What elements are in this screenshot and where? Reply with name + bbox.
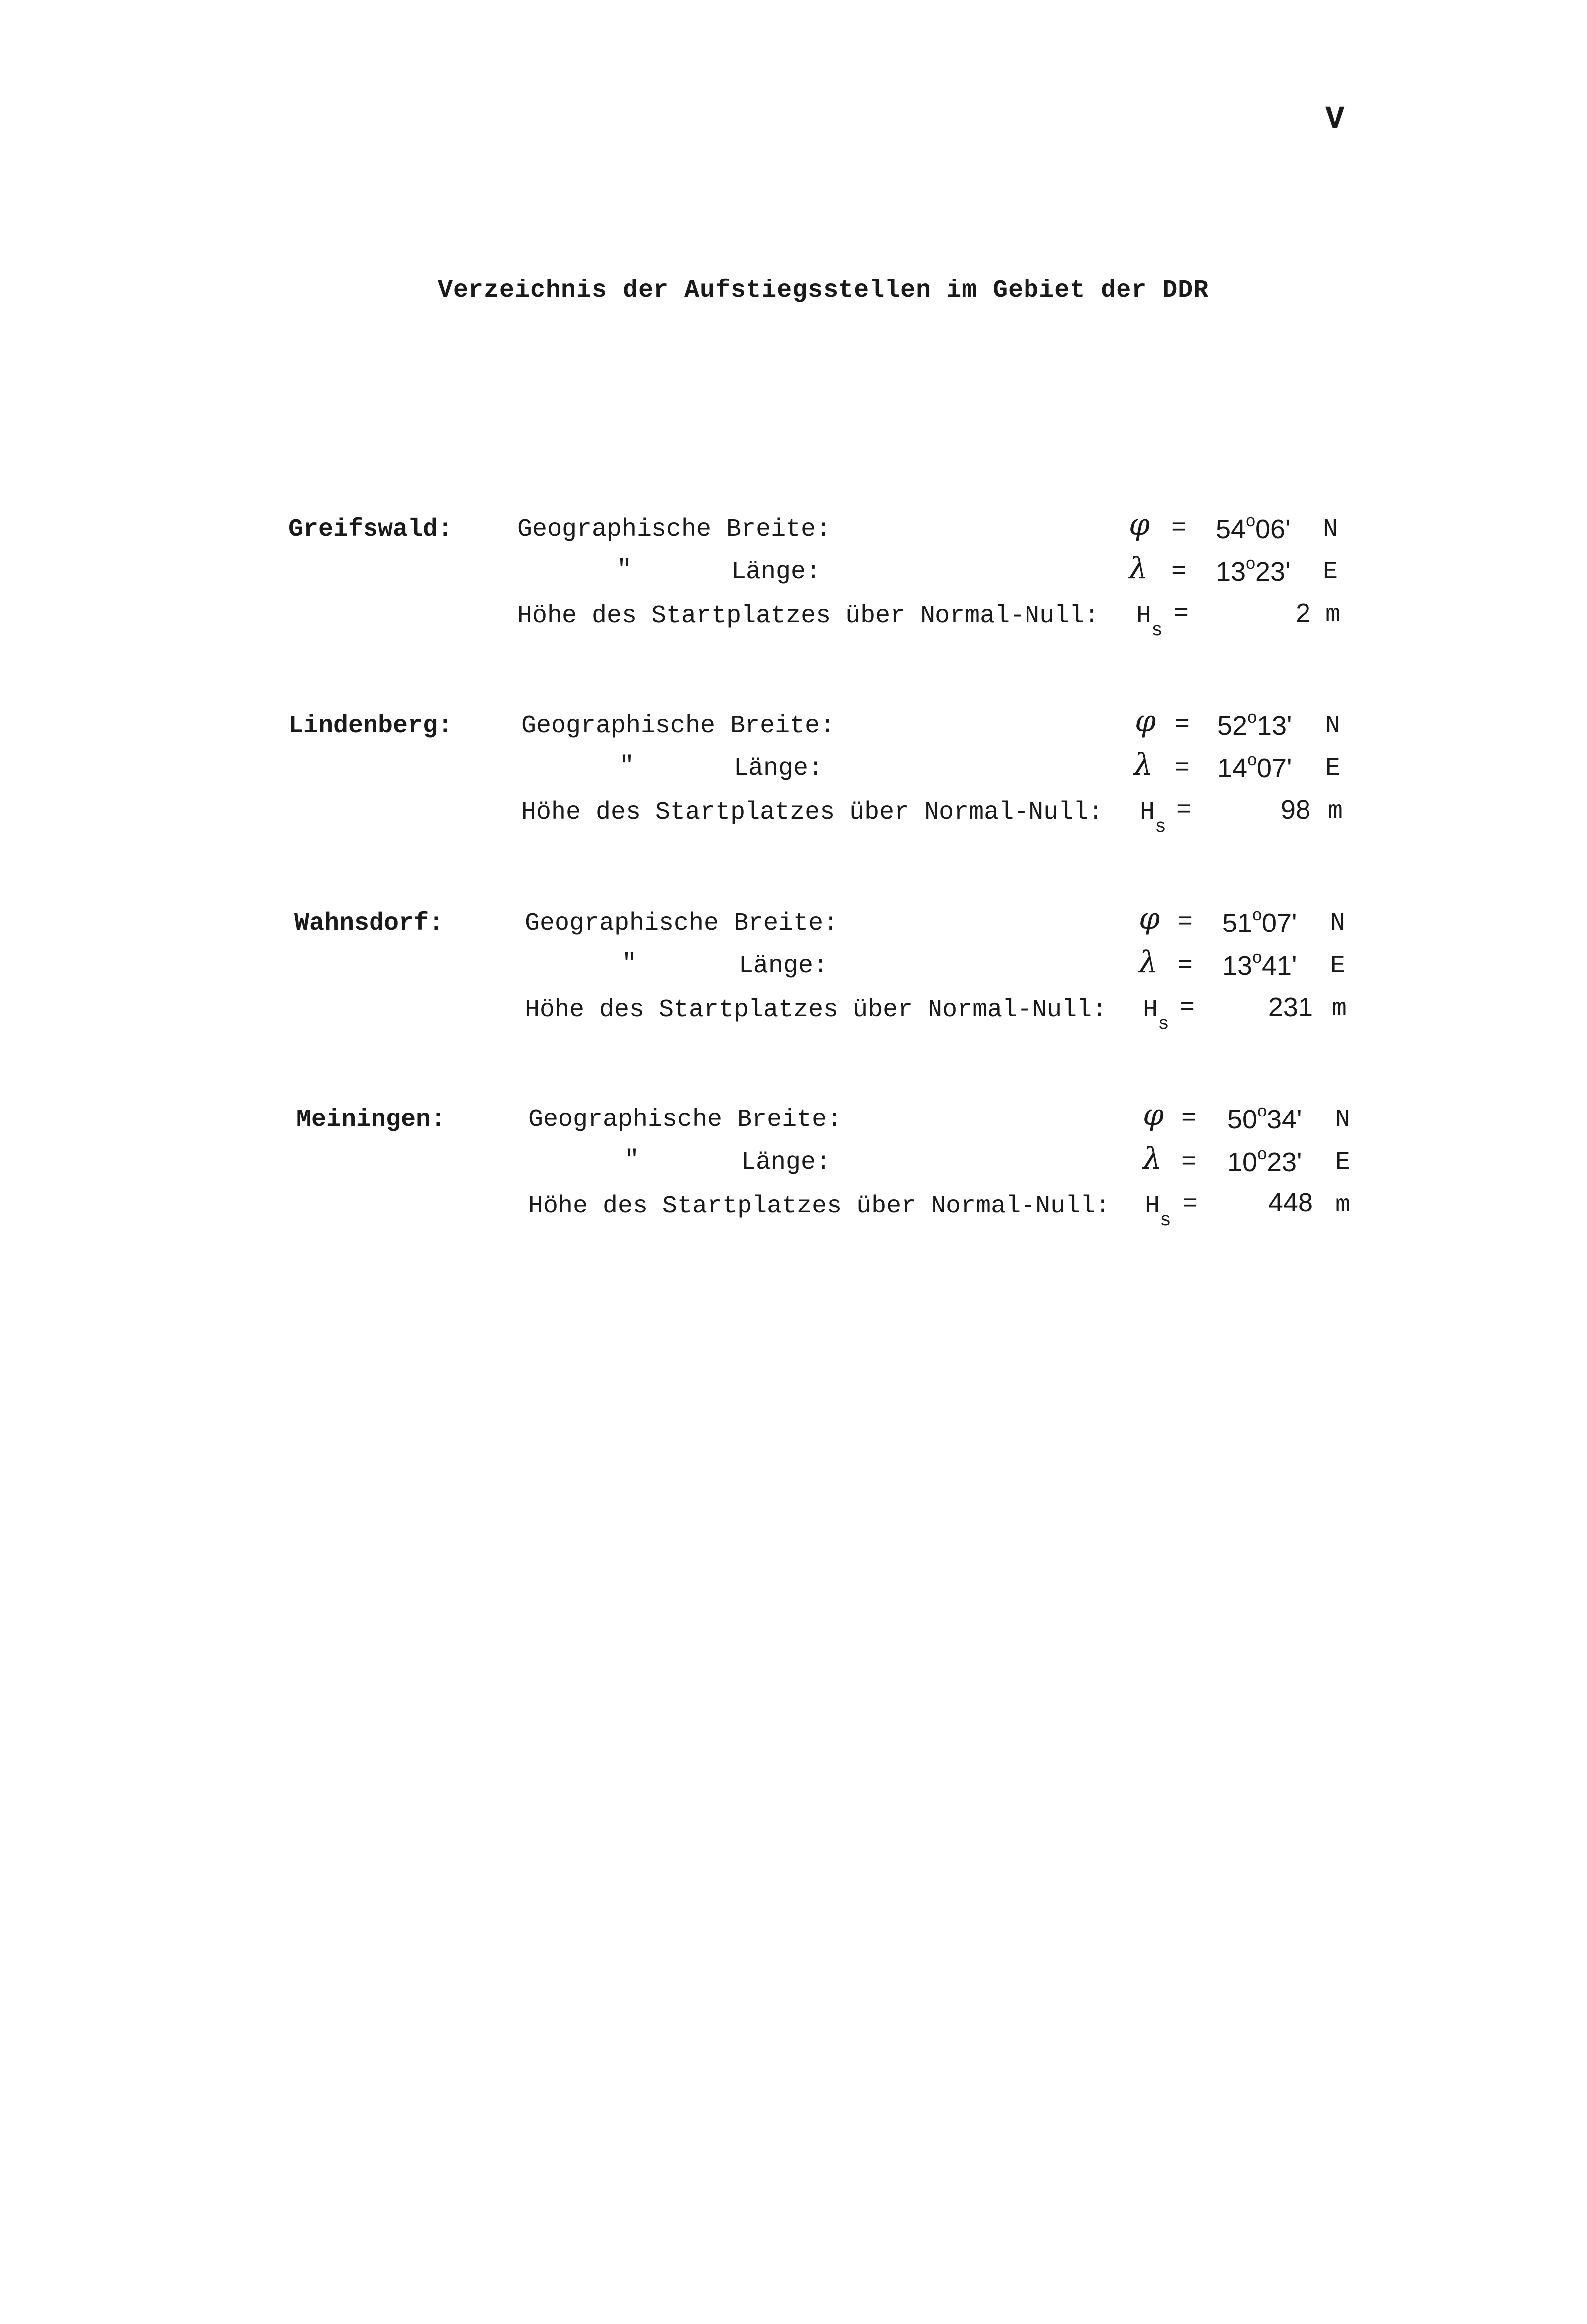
- latitude-hemisphere: N: [1335, 1106, 1351, 1134]
- page-title: Verzeichnis der Aufstiegsstellen im Gebiet der DDR: [438, 277, 1209, 305]
- equals-sign: =: [1175, 711, 1190, 739]
- station-name: Wahnsdorf:: [294, 909, 444, 937]
- height-symbol: $H_s$: [1140, 798, 1166, 837]
- lambda-symbol: λ: [1139, 945, 1158, 980]
- latitude-value: 54$^o$06': [1216, 511, 1291, 544]
- ditto-mark: ": [617, 556, 632, 584]
- longitude-hemisphere: E: [1330, 952, 1346, 980]
- equals-sign: =: [1175, 754, 1190, 783]
- height-unit: m: [1325, 601, 1341, 629]
- height-value: 231: [1268, 992, 1313, 1022]
- station-name: Greifswald:: [288, 515, 453, 544]
- height-value: 2: [1295, 598, 1310, 628]
- longitude-value: 13$^o$41': [1222, 948, 1297, 981]
- station-name: Lindenberg:: [288, 712, 453, 740]
- page-number: V: [1325, 102, 1345, 138]
- station-name: Meiningen:: [296, 1106, 446, 1134]
- phi-symbol: φ: [1143, 1098, 1164, 1132]
- longitude-value: 10$^o$23': [1227, 1144, 1302, 1177]
- equals-sign: =: [1180, 994, 1195, 1022]
- equals-sign: =: [1178, 908, 1193, 936]
- station-lindenberg: [0, 699, 1587, 898]
- latitude-hemisphere: N: [1330, 909, 1346, 937]
- height-unit: m: [1328, 797, 1343, 826]
- height-label: Höhe des Startplatzes über Normal-Null:: [528, 1192, 1111, 1220]
- phi-symbol: φ: [1135, 704, 1156, 739]
- latitude-label: Geographische Breite:: [521, 712, 835, 740]
- ditto-mark: ": [624, 1146, 640, 1175]
- latitude-value: 52$^o$13': [1217, 708, 1292, 741]
- latitude-value: 51$^o$07': [1222, 905, 1297, 938]
- equals-sign: =: [1174, 600, 1189, 628]
- latitude-value: 50$^o$34': [1227, 1102, 1302, 1134]
- latitude-hemisphere: N: [1325, 712, 1341, 740]
- station-meiningen: [0, 1093, 1587, 1292]
- longitude-label: Länge:: [734, 754, 824, 783]
- height-unit: m: [1335, 1191, 1351, 1219]
- height-label: Höhe des Startplatzes über Normal-Null:: [521, 798, 1104, 827]
- equals-sign: =: [1171, 558, 1187, 586]
- station-greifswald: [0, 502, 1587, 701]
- height-symbol: $H_s$: [1145, 1192, 1171, 1231]
- phi-symbol: φ: [1129, 507, 1150, 542]
- height-unit: m: [1332, 995, 1347, 1023]
- ditto-mark: ": [622, 950, 637, 978]
- latitude-label: Geographische Breite:: [517, 515, 831, 544]
- equals-sign: =: [1176, 796, 1192, 825]
- height-symbol: $H_s$: [1136, 602, 1163, 641]
- height-symbol: $H_s$: [1143, 996, 1169, 1035]
- equals-sign: =: [1171, 514, 1187, 543]
- latitude-label: Geographische Breite:: [525, 909, 839, 937]
- height-label: Höhe des Startplatzes über Normal-Null:: [525, 996, 1107, 1024]
- height-label: Höhe des Startplatzes über Normal-Null:: [517, 602, 1100, 630]
- equals-sign: =: [1178, 952, 1193, 980]
- lambda-symbol: λ: [1129, 551, 1148, 586]
- height-value: 98: [1280, 795, 1310, 825]
- longitude-hemisphere: E: [1323, 558, 1338, 586]
- latitude-hemisphere: N: [1323, 515, 1338, 544]
- latitude-label: Geographische Breite:: [528, 1106, 842, 1134]
- height-value: 448: [1268, 1188, 1313, 1217]
- longitude-value: 13$^o$23': [1216, 554, 1291, 587]
- lambda-symbol: λ: [1134, 747, 1153, 782]
- equals-sign: =: [1181, 1105, 1197, 1133]
- longitude-label: Länge:: [739, 952, 829, 980]
- equals-sign: =: [1181, 1148, 1197, 1177]
- longitude-label: Länge:: [741, 1148, 831, 1177]
- equals-sign: =: [1183, 1190, 1198, 1218]
- longitude-value: 14$^o$07': [1217, 750, 1292, 783]
- lambda-symbol: λ: [1143, 1141, 1162, 1176]
- longitude-hemisphere: E: [1335, 1148, 1351, 1177]
- ditto-mark: ": [619, 752, 635, 781]
- station-wahnsdorf: [0, 896, 1587, 1095]
- phi-symbol: φ: [1139, 901, 1160, 936]
- longitude-hemisphere: E: [1325, 754, 1341, 783]
- longitude-label: Länge:: [731, 558, 821, 586]
